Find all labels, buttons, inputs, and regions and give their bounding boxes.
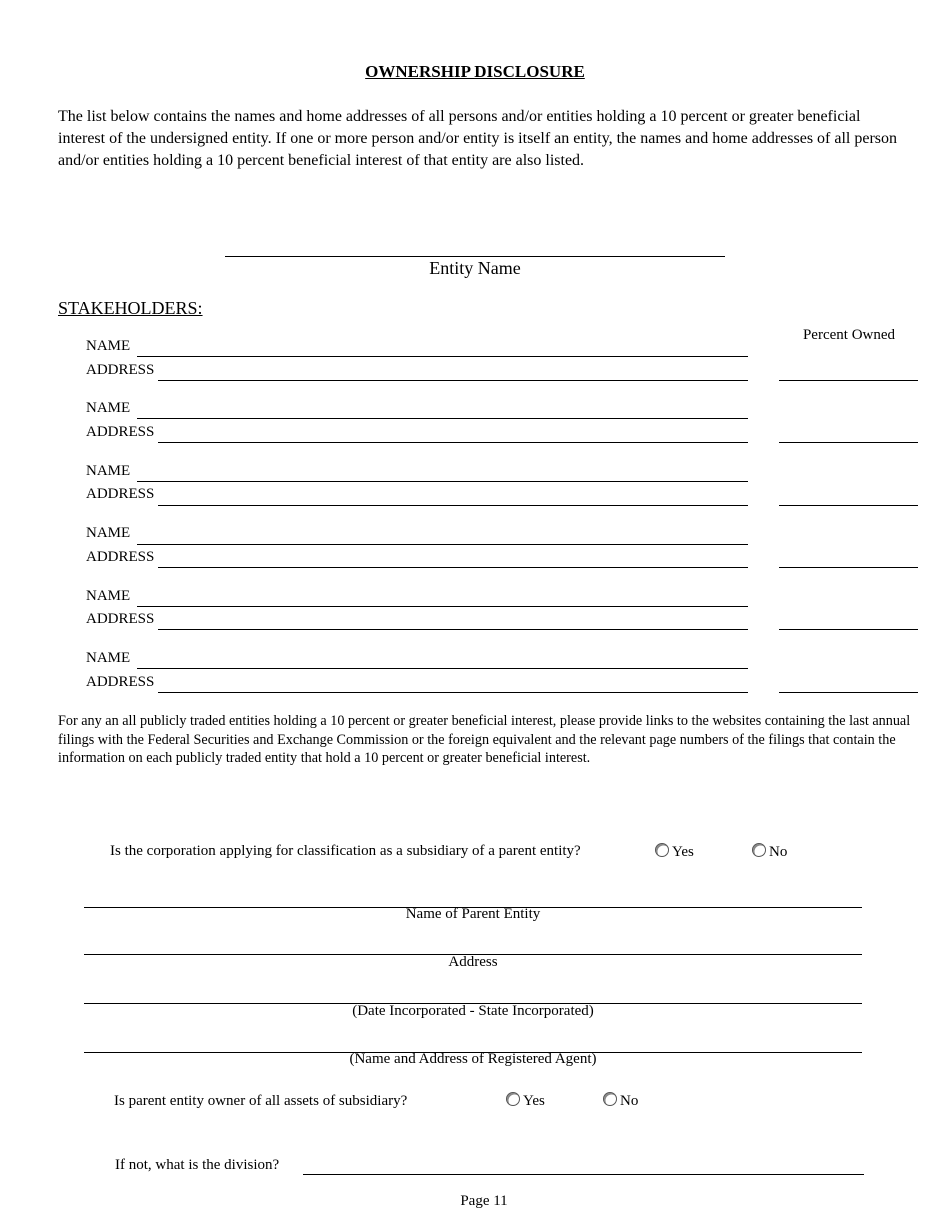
entity-name-label: Entity Name bbox=[429, 258, 521, 278]
name-label: NAME bbox=[86, 400, 131, 416]
page-title: OWNERSHIP DISCLOSURE bbox=[365, 62, 585, 81]
radio-button-icon[interactable] bbox=[603, 1092, 617, 1106]
percent-owned-field[interactable] bbox=[779, 567, 918, 568]
address-label: ADDRESS bbox=[86, 362, 155, 378]
radio-button-icon[interactable] bbox=[655, 843, 669, 857]
no-label: No bbox=[769, 844, 788, 860]
percent-owned-field[interactable] bbox=[779, 692, 918, 693]
address-field[interactable] bbox=[158, 380, 748, 381]
name-label: NAME bbox=[86, 588, 131, 604]
percent-owned-field[interactable] bbox=[779, 629, 918, 630]
entity-name-field[interactable] bbox=[225, 256, 725, 257]
division-field[interactable] bbox=[303, 1174, 864, 1175]
assets-question: Is parent entity owner of all assets of subsidiary? bbox=[114, 1093, 408, 1109]
stakeholders-heading: STAKEHOLDERS: bbox=[58, 298, 203, 318]
name-label: NAME bbox=[86, 338, 131, 354]
address-label: ADDRESS bbox=[86, 486, 155, 502]
name-field[interactable] bbox=[137, 418, 748, 419]
name-field[interactable] bbox=[137, 544, 748, 545]
percent-owned-field[interactable] bbox=[779, 380, 918, 381]
address-field[interactable] bbox=[158, 442, 748, 443]
parent-address-label: Address bbox=[448, 954, 498, 970]
subsidiary-yes-option[interactable] bbox=[655, 843, 694, 861]
address-field[interactable] bbox=[158, 505, 748, 506]
intro-paragraph: The list below contains the names and home addresses of all persons and/or entities holding a 10 percent or greater beneficial interest of the undersigned entity. If one or more person and/or entity is itself an entity, the names and home addresses of all person and/or entities holding a 10 percent beneficial interest of that entity are also listed. bbox=[58, 108, 898, 169]
radio-button-icon[interactable] bbox=[506, 1092, 520, 1106]
address-label: ADDRESS bbox=[86, 611, 155, 627]
registered-agent-label: (Name and Address of Registered Agent) bbox=[349, 1051, 597, 1067]
address-label: ADDRESS bbox=[86, 674, 155, 690]
subsidiary-no-option[interactable] bbox=[752, 843, 787, 861]
publicly-traded-note: For any an all publicly traded entities holding a 10 percent or greater beneficial interest, please provide links to the websites containing the last annual filings with the Federal Securities and Exchange Commission or the foreign equivalent and the relevant page numbers of the filings that contain the information on each publicly traded entity that hold a 10 percent or greater beneficial interest. bbox=[58, 713, 911, 766]
incorporation-label: (Date Incorporated - State Incorporated) bbox=[352, 1003, 594, 1019]
name-field[interactable] bbox=[137, 668, 748, 669]
address-field[interactable] bbox=[158, 629, 748, 630]
yes-label: Yes bbox=[672, 844, 694, 860]
percent-owned-header: Percent Owned bbox=[802, 327, 896, 343]
address-field[interactable] bbox=[158, 567, 748, 568]
name-label: NAME bbox=[86, 650, 131, 666]
address-label: ADDRESS bbox=[86, 549, 155, 565]
yes-label: Yes bbox=[523, 1093, 545, 1109]
assets-yes-option[interactable] bbox=[506, 1092, 545, 1110]
assets-no-option[interactable] bbox=[603, 1092, 638, 1110]
division-question: If not, what is the division? bbox=[115, 1157, 280, 1173]
name-label: NAME bbox=[86, 463, 131, 479]
address-field[interactable] bbox=[158, 692, 748, 693]
name-field[interactable] bbox=[137, 356, 748, 357]
page-number: Page 11 bbox=[460, 1193, 508, 1209]
radio-button-icon[interactable] bbox=[752, 843, 766, 857]
name-label: NAME bbox=[86, 525, 131, 541]
percent-owned-field[interactable] bbox=[779, 442, 918, 443]
address-label: ADDRESS bbox=[86, 424, 155, 440]
no-label: No bbox=[620, 1093, 639, 1109]
name-field[interactable] bbox=[137, 481, 748, 482]
subsidiary-question: Is the corporation applying for classification as a subsidiary of a parent entity? bbox=[110, 843, 581, 859]
parent-name-label: Name of Parent Entity bbox=[405, 906, 541, 922]
percent-owned-field[interactable] bbox=[779, 505, 918, 506]
name-field[interactable] bbox=[137, 606, 748, 607]
